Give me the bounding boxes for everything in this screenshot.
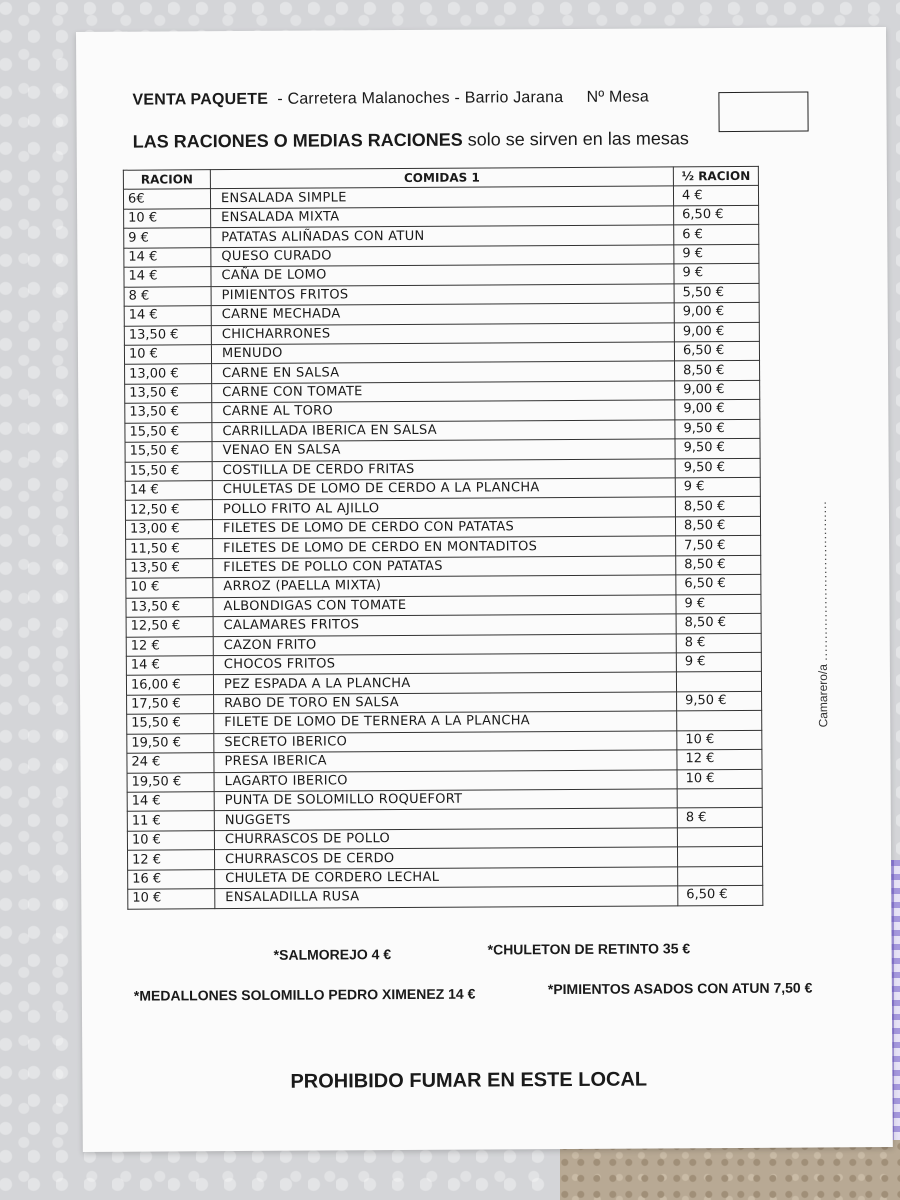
racion-price: 16,00 €	[126, 675, 213, 695]
racion-price: 12,50 €	[125, 500, 212, 520]
racion-price: 10 €	[127, 831, 214, 851]
half-price	[677, 827, 762, 847]
half-price: 9,50 €	[675, 438, 760, 458]
racion-price: 14 €	[125, 481, 212, 501]
dish-name: CHURRASCOS DE POLLO	[214, 828, 677, 850]
col-media: ½ RACION	[673, 166, 758, 186]
racion-price: 6€	[123, 189, 210, 209]
note-pimientos: *PIMIENTOS ASADOS CON ATUN 7,50 €	[547, 979, 813, 998]
notice-rest: solo se sirven en las mesas	[467, 128, 689, 150]
half-price	[677, 847, 762, 867]
half-price: 10 €	[677, 769, 762, 789]
dish-name: CARNE EN SALSA	[212, 361, 675, 383]
dish-name: CAZON FRITO	[213, 633, 676, 655]
notice-bold: LAS RACIONES O MEDIAS RACIONES	[132, 129, 463, 152]
waiter-label: Camarero/a	[815, 664, 831, 728]
dish-name: MENUDO	[211, 342, 674, 364]
racion-price: 10 €	[126, 578, 213, 598]
dish-name: PIMIENTOS FRITOS	[211, 283, 674, 305]
half-price: 6,50 €	[674, 205, 759, 225]
half-price: 6 €	[674, 225, 759, 245]
half-price: 9 €	[676, 652, 761, 672]
half-price: 9,50 €	[675, 419, 760, 439]
dish-name: CALAMARES FRITOS	[213, 614, 676, 636]
restaurant-name: VENTA PAQUETE	[132, 90, 269, 109]
racion-price: 10 €	[128, 889, 215, 909]
racion-price: 17,50 €	[127, 694, 214, 714]
half-price: 8 €	[677, 808, 762, 828]
dish-name: POLLO FRITO AL AJILLO	[212, 497, 675, 519]
racion-price: 15,50 €	[125, 461, 212, 481]
menu-table	[123, 166, 764, 909]
racion-price: 24 €	[127, 753, 214, 773]
table-row	[128, 886, 763, 909]
half-price: 6,50 €	[676, 575, 761, 595]
half-price: 8,50 €	[676, 613, 761, 633]
dish-name: CARNE CON TOMATE	[212, 381, 675, 403]
dish-name: PRESA IBERICA	[214, 750, 677, 772]
half-price: 8 €	[676, 633, 761, 653]
half-price: 8,50 €	[675, 497, 760, 517]
racion-price: 19,50 €	[127, 772, 214, 792]
racion-price: 15,50 €	[127, 714, 214, 734]
half-price: 9,50 €	[677, 691, 762, 711]
half-price	[677, 788, 762, 808]
service-notice	[133, 128, 689, 152]
dish-name: CHURRASCOS DE CERDO	[214, 847, 677, 869]
racion-price: 13,50 €	[126, 597, 213, 617]
racion-price: 13,50 €	[126, 558, 213, 578]
half-price: 9 €	[674, 244, 759, 264]
half-price: 9,00 €	[674, 322, 759, 342]
table-number-box	[718, 92, 808, 133]
half-price: 5,50 €	[674, 283, 759, 303]
racion-price: 14 €	[124, 267, 211, 287]
racion-price: 8 €	[124, 286, 211, 306]
dish-name: CARNE MECHADA	[211, 303, 674, 325]
dish-name: PATATAS ALIÑADAS CON ATUN	[211, 225, 674, 247]
half-price: 6,50 €	[674, 341, 759, 361]
half-price: 9,00 €	[675, 380, 760, 400]
half-price	[677, 711, 762, 731]
dish-name: FILETES DE LOMO DE CERDO CON PATATAS	[212, 517, 675, 539]
note-salmorejo: *SALMOREJO 4 €	[273, 946, 392, 963]
dish-name: ENSALADA MIXTA	[211, 206, 674, 228]
menu-body	[123, 186, 762, 909]
dish-name: CARRILLADA IBERICA EN SALSA	[212, 420, 675, 442]
dish-name: FILETE DE LOMO DE TERNERA A LA PLANCHA	[214, 711, 677, 733]
dish-name: ARROZ (PAELLA MIXTA)	[213, 575, 676, 597]
dish-name: SECRETO IBERICO	[214, 731, 677, 753]
racion-price: 10 €	[124, 345, 211, 365]
racion-price: 11,50 €	[126, 539, 213, 559]
col-racion: RACION	[123, 170, 210, 190]
restaurant-address: Carretera Malanoches - Barrio Jarana	[287, 89, 564, 108]
dish-name: RABO DE TORO EN SALSA	[214, 692, 677, 714]
half-price	[676, 672, 761, 692]
half-price: 6,50 €	[678, 886, 763, 906]
racion-price: 19,50 €	[127, 733, 214, 753]
half-price: 9,50 €	[675, 458, 760, 478]
racion-price: 15,50 €	[125, 442, 212, 462]
racion-price: 14 €	[124, 306, 211, 326]
waiter-field	[815, 500, 830, 727]
dish-name: ENSALADILLA RUSA	[215, 886, 678, 908]
dish-name: CHULETAS DE LOMO DE CERDO A LA PLANCHA	[212, 478, 675, 500]
dish-name: CHOCOS FRITOS	[213, 653, 676, 675]
half-price: 9 €	[676, 594, 761, 614]
col-comidas: COMIDAS 1	[210, 167, 673, 189]
half-price: 8,50 €	[675, 516, 760, 536]
no-smoking-notice: PROHIBIDO FUMAR EN ESTE LOCAL	[290, 1068, 648, 1093]
half-price: 7,50 €	[676, 536, 761, 556]
menu-sheet	[76, 27, 893, 1152]
racion-price: 13,50 €	[125, 403, 212, 423]
dish-name: ALBONDIGAS CON TOMATE	[213, 594, 676, 616]
half-price: 8,50 €	[676, 555, 761, 575]
racion-price: 14 €	[127, 792, 214, 812]
racion-price: 15,50 €	[125, 422, 212, 442]
half-price: 9,00 €	[675, 400, 760, 420]
racion-price: 14 €	[126, 656, 213, 676]
mesa-label: Nº Mesa	[586, 88, 649, 106]
racion-price: 16 €	[128, 869, 215, 889]
racion-price: 13,50 €	[125, 383, 212, 403]
dish-name: PUNTA DE SOLOMILLO ROQUEFORT	[214, 789, 677, 811]
dish-name: PEZ ESPADA A LA PLANCHA	[213, 672, 676, 694]
half-price: 9 €	[674, 264, 759, 284]
waiter-dots: .....................................	[814, 500, 830, 661]
racion-price: 12 €	[128, 850, 215, 870]
dish-name: CHICHARRONES	[211, 322, 674, 344]
dish-name: FILETES DE POLLO CON PATATAS	[213, 556, 676, 578]
racion-price: 13,00 €	[125, 364, 212, 384]
half-price: 8,50 €	[675, 361, 760, 381]
dish-name: COSTILLA DE CERDO FRITAS	[212, 458, 675, 480]
racion-price: 9 €	[124, 228, 211, 248]
racion-price: 14 €	[124, 247, 211, 267]
racion-price: 13,00 €	[125, 520, 212, 540]
dish-name: QUESO CURADO	[211, 245, 674, 267]
racion-price: 12 €	[126, 636, 213, 656]
racion-price: 11 €	[127, 811, 214, 831]
dish-name: CARNE AL TORO	[212, 400, 675, 422]
dish-name: CAÑA DE LOMO	[211, 264, 674, 286]
dish-name: VENAO EN SALSA	[212, 439, 675, 461]
dish-name: ENSALADA SIMPLE	[210, 186, 673, 208]
half-price: 9,00 €	[674, 302, 759, 322]
half-price: 9 €	[675, 477, 760, 497]
racion-price: 13,50 €	[124, 325, 211, 345]
note-chuleton: *CHULETON DE RETINTO 35 €	[487, 940, 691, 958]
dish-name: LAGARTO IBERICO	[214, 769, 677, 791]
header-line: VENTA PAQUETE - Carretera Malanoches - Barrio Jarana Nº Mesa	[132, 88, 649, 109]
half-price: 10 €	[677, 730, 762, 750]
dish-name: FILETES DE LOMO DE CERDO EN MONTADITOS	[213, 536, 676, 558]
dish-name: CHULETA DE CORDERO LECHAL	[215, 867, 678, 889]
half-price	[678, 866, 763, 886]
dish-name: NUGGETS	[214, 808, 677, 830]
half-price: 12 €	[677, 749, 762, 769]
racion-price: 12,50 €	[126, 617, 213, 637]
floor-tiles	[560, 1140, 900, 1200]
half-price: 4 €	[673, 186, 758, 206]
note-medallones: *MEDALLONES SOLOMILLO PEDRO XIMENEZ 14 €	[133, 985, 476, 1004]
racion-price: 10 €	[124, 209, 211, 229]
